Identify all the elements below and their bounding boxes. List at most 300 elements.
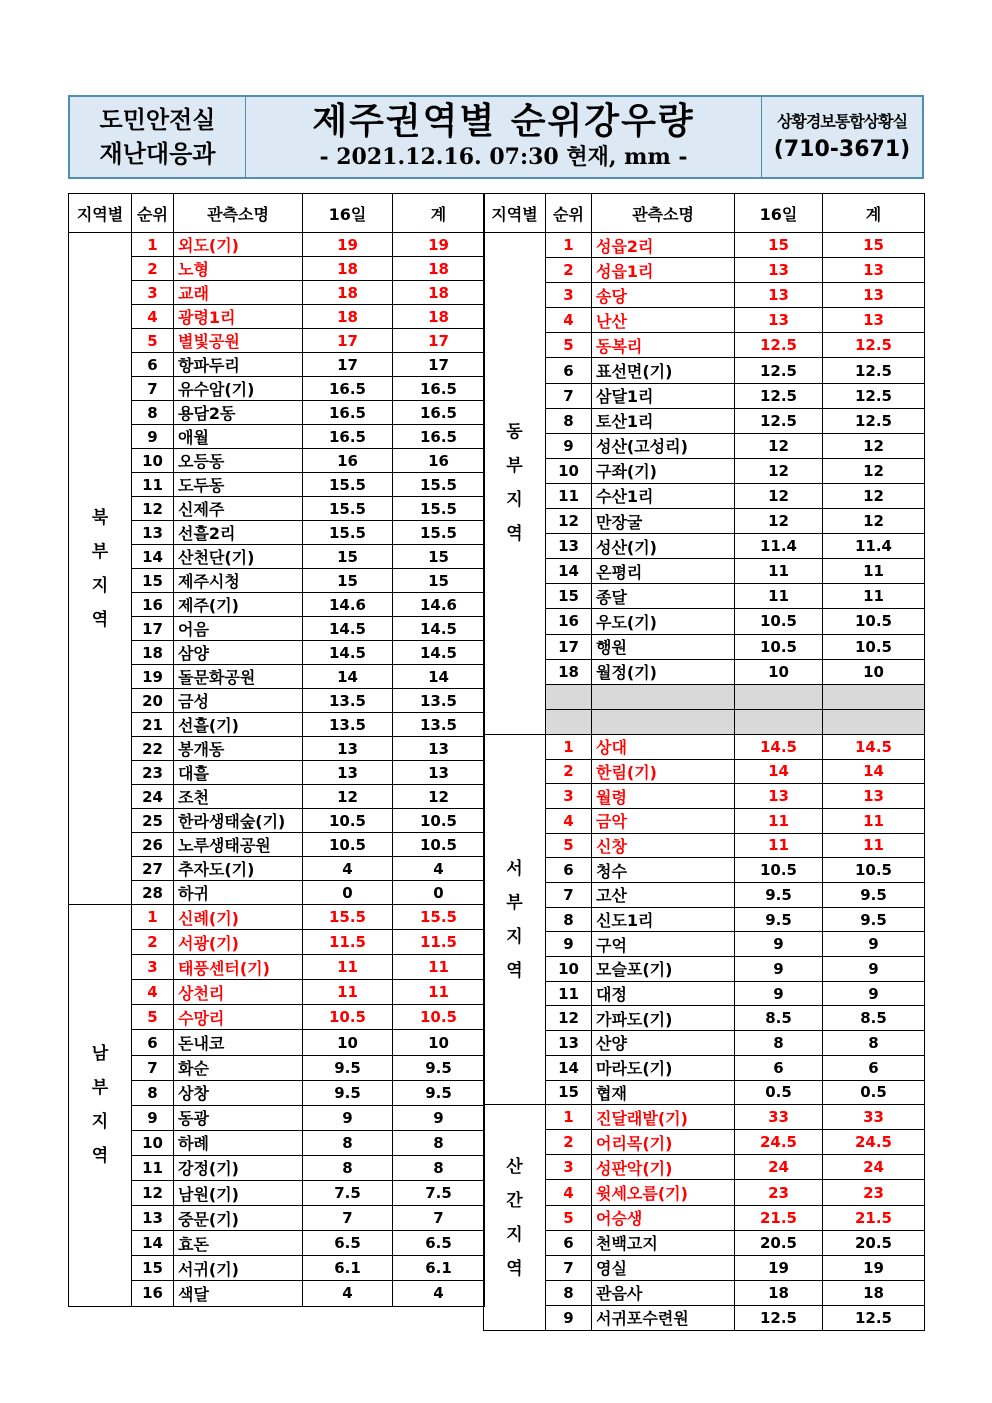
rank-cell: 9 [546,433,592,458]
table-row [69,617,485,641]
total-rainfall: 33 [823,1105,925,1130]
total-rainfall: 15.5 [393,521,485,545]
total-rainfall: 19 [823,1255,925,1280]
total-rainfall: 19 [393,233,485,257]
station-name: 성읍1리 [592,258,735,283]
total-rainfall: 12.5 [823,408,925,433]
day-rainfall: 21.5 [735,1205,823,1230]
day-rainfall: 14 [735,759,823,784]
table-row [484,509,925,534]
total-rainfall: 11 [823,833,925,858]
station-name: 신제주 [174,497,303,521]
total-rainfall: 14 [393,665,485,689]
total-rainfall: 8.5 [823,1006,925,1031]
table-row [69,905,485,930]
total-rainfall: 12 [823,458,925,483]
day-rainfall: 20.5 [735,1230,823,1255]
rank-cell: 11 [132,1155,174,1180]
station-name: 영실 [592,1255,735,1280]
table-row [484,433,925,458]
table-row [484,358,925,383]
blank-cell [546,684,592,709]
station-name: 신창 [592,833,735,858]
rank-cell: 1 [132,905,174,930]
station-name: 송당 [592,283,735,308]
day-rainfall: 16.5 [303,401,393,425]
station-name: 한라생태숲(기) [174,809,303,833]
rank-cell: 10 [132,1130,174,1155]
total-rainfall: 12 [823,509,925,534]
station-name: 가파도(기) [592,1006,735,1031]
rank-cell: 7 [132,1055,174,1080]
station-name: 금성 [174,689,303,713]
total-rainfall: 13 [823,283,925,308]
rank-cell: 18 [546,659,592,684]
table-row [69,641,485,665]
rank-cell: 4 [132,980,174,1005]
day-rainfall: 11.5 [303,930,393,955]
station-name: 구억 [592,932,735,957]
station-name: 성산(고성리) [592,433,735,458]
blank-cell [592,684,735,709]
table-row [69,329,485,353]
table-row [69,1206,485,1231]
east-region-body [484,233,925,735]
total-rainfall: 11 [823,559,925,584]
day-rainfall: 16.5 [303,377,393,401]
day-rainfall: 15 [303,545,393,569]
table-row [484,534,925,559]
total-rainfall: 13.5 [393,713,485,737]
day-rainfall: 18 [303,257,393,281]
day-rainfall: 12 [735,483,823,508]
region-label: 동 부 지 역 [484,233,546,735]
station-name: 돌문화공원 [174,665,303,689]
total-rainfall: 10.5 [393,833,485,857]
rank-cell: 5 [546,1205,592,1230]
total-rainfall: 14.5 [393,641,485,665]
rank-cell: 8 [546,907,592,932]
station-name: 삼달1리 [592,383,735,408]
day-rainfall: 15.5 [303,521,393,545]
total-rainfall: 9 [823,957,925,982]
total-rainfall: 9 [823,981,925,1006]
col-day: 16일 [303,194,393,233]
table-row [69,1155,485,1180]
rank-cell: 27 [132,857,174,881]
station-name: 마라도(기) [592,1055,735,1080]
rank-cell: 11 [132,473,174,497]
total-rainfall: 0.5 [823,1080,925,1105]
col-region: 지역별 [484,194,546,233]
rainfall-table-left [68,193,485,1307]
department-box [70,97,246,177]
table-row [484,1155,925,1180]
table-row [484,808,925,833]
total-rainfall: 18 [393,305,485,329]
day-rainfall: 14.6 [303,593,393,617]
table-row [484,907,925,932]
total-rainfall: 13 [823,258,925,283]
day-rainfall: 19 [735,1255,823,1280]
station-name: 제주시청 [174,569,303,593]
rank-cell: 17 [132,617,174,641]
department-line2: 재난대응과 [99,140,216,168]
station-name: 제주(기) [174,593,303,617]
day-rainfall: 11 [735,584,823,609]
rank-cell: 7 [546,883,592,908]
blank-row [484,709,925,734]
day-rainfall: 15.5 [303,905,393,930]
contact-org: 상황경보통합상황실 [776,112,908,131]
rank-cell: 8 [132,1080,174,1105]
total-rainfall: 10.5 [823,634,925,659]
station-name: 대흘 [174,761,303,785]
rank-cell: 2 [546,258,592,283]
day-rainfall: 11 [303,980,393,1005]
rank-cell: 12 [132,1181,174,1206]
rank-cell: 5 [546,833,592,858]
col-station: 관측소명 [592,194,735,233]
total-rainfall: 14.6 [393,593,485,617]
station-name: 월정(기) [592,659,735,684]
col-total: 계 [393,194,485,233]
rank-cell: 6 [132,1030,174,1055]
day-rainfall: 9 [735,981,823,1006]
table-row [484,233,925,258]
day-rainfall: 16.5 [303,425,393,449]
rank-cell: 9 [546,932,592,957]
rank-cell: 3 [546,784,592,809]
day-rainfall: 15.5 [303,497,393,521]
table-row [484,458,925,483]
rank-cell: 3 [546,1155,592,1180]
day-rainfall: 15 [303,569,393,593]
table-row [484,1305,925,1330]
rank-cell: 5 [132,329,174,353]
rank-cell: 6 [546,858,592,883]
day-rainfall: 24 [735,1155,823,1180]
rank-cell: 16 [132,593,174,617]
table-row [484,1006,925,1031]
day-rainfall: 12 [735,458,823,483]
station-name: 강정(기) [174,1155,303,1180]
station-name: 유수암(기) [174,377,303,401]
station-name: 산천단(기) [174,545,303,569]
table-row [484,932,925,957]
total-rainfall: 12.5 [823,358,925,383]
col-rank: 순위 [132,194,174,233]
station-name: 상천리 [174,980,303,1005]
rank-cell: 14 [546,559,592,584]
table-row [69,473,485,497]
rank-cell: 2 [546,1130,592,1155]
table-row [484,759,925,784]
rank-cell: 15 [546,584,592,609]
table-row [484,883,925,908]
total-rainfall: 13 [393,761,485,785]
day-rainfall: 15 [735,233,823,258]
rank-cell: 25 [132,809,174,833]
day-rainfall: 14.5 [735,734,823,759]
day-rainfall: 13 [735,258,823,283]
day-rainfall: 12.5 [735,333,823,358]
rank-cell: 6 [132,353,174,377]
table-row [69,881,485,905]
rank-cell: 24 [132,785,174,809]
station-name: 성판악(기) [592,1155,735,1180]
day-rainfall: 12 [735,509,823,534]
station-name: 노루생태공원 [174,833,303,857]
region-label: 남 부 지 역 [69,905,132,1307]
table-row [69,833,485,857]
total-rainfall: 11 [393,980,485,1005]
total-rainfall: 10 [823,659,925,684]
title-box [246,97,761,177]
day-rainfall: 10.5 [735,609,823,634]
report-header [68,95,924,179]
total-rainfall: 15 [823,233,925,258]
total-rainfall: 15.5 [393,497,485,521]
day-rainfall: 33 [735,1105,823,1130]
table-row [484,1255,925,1280]
rank-cell: 10 [132,449,174,473]
station-name: 오등동 [174,449,303,473]
rank-cell: 2 [132,930,174,955]
blank-cell [735,684,823,709]
day-rainfall: 10.5 [735,634,823,659]
total-rainfall: 11 [823,808,925,833]
station-name: 종달 [592,584,735,609]
table-row [69,569,485,593]
station-name: 선흘(기) [174,713,303,737]
day-rainfall: 0 [303,881,393,905]
rank-cell: 8 [132,401,174,425]
table-row [69,353,485,377]
day-rainfall: 11.4 [735,534,823,559]
rank-cell: 2 [132,257,174,281]
day-rainfall: 8 [735,1031,823,1056]
rank-cell: 4 [132,305,174,329]
rank-cell: 15 [132,1256,174,1281]
rank-cell: 1 [546,233,592,258]
day-rainfall: 4 [303,1281,393,1306]
day-rainfall: 11 [735,808,823,833]
table-row [484,981,925,1006]
station-name: 동복리 [592,333,735,358]
table-row [484,1031,925,1056]
blank-cell [735,709,823,734]
table-row [484,609,925,634]
table-row [69,1130,485,1155]
table-row [484,634,925,659]
table-row [69,665,485,689]
rank-cell: 13 [546,1031,592,1056]
total-rainfall: 13 [823,308,925,333]
total-rainfall: 24 [823,1155,925,1180]
rank-cell: 14 [546,1055,592,1080]
table-row [69,593,485,617]
day-rainfall: 9 [735,957,823,982]
station-name: 서귀포수련원 [592,1305,735,1330]
day-rainfall: 10.5 [303,833,393,857]
rank-cell: 20 [132,689,174,713]
station-name: 신도1리 [592,907,735,932]
day-rainfall: 18 [303,281,393,305]
total-rainfall: 10.5 [823,858,925,883]
day-rainfall: 0.5 [735,1080,823,1105]
contact-tel: (710-3671) [773,137,911,162]
day-rainfall: 9 [303,1105,393,1130]
table-row [484,333,925,358]
rank-cell: 9 [132,425,174,449]
blank-row [484,684,925,709]
station-name: 남원(기) [174,1181,303,1206]
total-rainfall: 13 [393,737,485,761]
total-rainfall: 14.5 [823,734,925,759]
station-name: 성산(기) [592,534,735,559]
day-rainfall: 9.5 [303,1055,393,1080]
total-rainfall: 6.5 [393,1231,485,1256]
total-rainfall: 11.5 [393,930,485,955]
rank-cell: 7 [546,383,592,408]
station-name: 노형 [174,257,303,281]
table-row [484,784,925,809]
rank-cell: 12 [546,509,592,534]
report-subtitle: - 2021.12.16. 07:30 현재, mm - [319,144,688,170]
table-row [484,1105,925,1130]
rank-cell: 5 [132,1005,174,1030]
total-rainfall: 8 [393,1155,485,1180]
table-row [69,521,485,545]
station-name: 성읍2리 [592,233,735,258]
station-name: 광령1리 [174,305,303,329]
total-rainfall: 12.5 [823,1305,925,1330]
station-name: 삼양 [174,641,303,665]
day-rainfall: 8 [303,1130,393,1155]
rank-cell: 3 [546,283,592,308]
table-row [484,559,925,584]
table-header-row [69,194,485,233]
station-name: 화순 [174,1055,303,1080]
total-rainfall: 9.5 [393,1055,485,1080]
station-name: 관음사 [592,1280,735,1305]
table-row [69,1105,485,1130]
north-region-body [69,233,485,905]
day-rainfall: 12.5 [735,383,823,408]
total-rainfall: 12.5 [823,333,925,358]
station-name: 돈내코 [174,1030,303,1055]
rank-cell: 10 [546,458,592,483]
station-name: 청수 [592,858,735,883]
rank-cell: 12 [546,1006,592,1031]
col-total: 계 [823,194,925,233]
total-rainfall: 10.5 [393,809,485,833]
table-row [484,858,925,883]
rank-cell: 26 [132,833,174,857]
total-rainfall: 13.5 [393,689,485,713]
day-rainfall: 15.5 [303,473,393,497]
table-row [484,734,925,759]
station-name: 수산1리 [592,483,735,508]
day-rainfall: 10 [303,1030,393,1055]
total-rainfall: 9.5 [393,1080,485,1105]
rank-cell: 4 [546,808,592,833]
table-row [69,1055,485,1080]
total-rainfall: 15.5 [393,905,485,930]
station-name: 모슬포(기) [592,957,735,982]
rank-cell: 23 [132,761,174,785]
table-row [69,305,485,329]
table-row [69,785,485,809]
total-rainfall: 8 [393,1130,485,1155]
rank-cell: 17 [546,634,592,659]
table-row [484,408,925,433]
day-rainfall: 14 [303,665,393,689]
station-name: 상창 [174,1080,303,1105]
mountain-region-body [484,1105,925,1331]
col-day: 16일 [735,194,823,233]
table-row [69,1030,485,1055]
day-rainfall: 13 [303,737,393,761]
table-row [484,1205,925,1230]
day-rainfall: 10.5 [303,809,393,833]
day-rainfall: 10.5 [303,1005,393,1030]
total-rainfall: 9 [393,1105,485,1130]
day-rainfall: 10.5 [735,858,823,883]
day-rainfall: 24.5 [735,1130,823,1155]
total-rainfall: 6.1 [393,1256,485,1281]
total-rainfall: 7.5 [393,1181,485,1206]
table-row [69,233,485,257]
station-name: 하례 [174,1130,303,1155]
rank-cell: 13 [546,534,592,559]
table-row [69,1181,485,1206]
total-rainfall: 4 [393,1281,485,1306]
station-name: 중문(기) [174,1206,303,1231]
total-rainfall: 15 [393,545,485,569]
day-rainfall: 13 [735,308,823,333]
total-rainfall: 12.5 [823,383,925,408]
station-name: 우도(기) [592,609,735,634]
day-rainfall: 13.5 [303,689,393,713]
rank-cell: 9 [546,1305,592,1330]
total-rainfall: 13 [823,784,925,809]
station-name: 수망리 [174,1005,303,1030]
table-row [484,833,925,858]
day-rainfall: 9 [735,932,823,957]
table-row [484,1080,925,1105]
total-rainfall: 8 [823,1031,925,1056]
table-row [484,283,925,308]
table-row [69,1005,485,1030]
table-row [69,449,485,473]
total-rainfall: 18 [393,257,485,281]
total-rainfall: 20.5 [823,1230,925,1255]
day-rainfall: 19 [303,233,393,257]
station-name: 금악 [592,808,735,833]
station-name: 조천 [174,785,303,809]
day-rainfall: 10 [735,659,823,684]
rank-cell: 13 [132,521,174,545]
table-row [69,1080,485,1105]
rank-cell: 8 [546,1280,592,1305]
table-row [69,955,485,980]
total-rainfall: 16.5 [393,377,485,401]
station-name: 서귀(기) [174,1256,303,1281]
day-rainfall: 13.5 [303,713,393,737]
total-rainfall: 14 [823,759,925,784]
